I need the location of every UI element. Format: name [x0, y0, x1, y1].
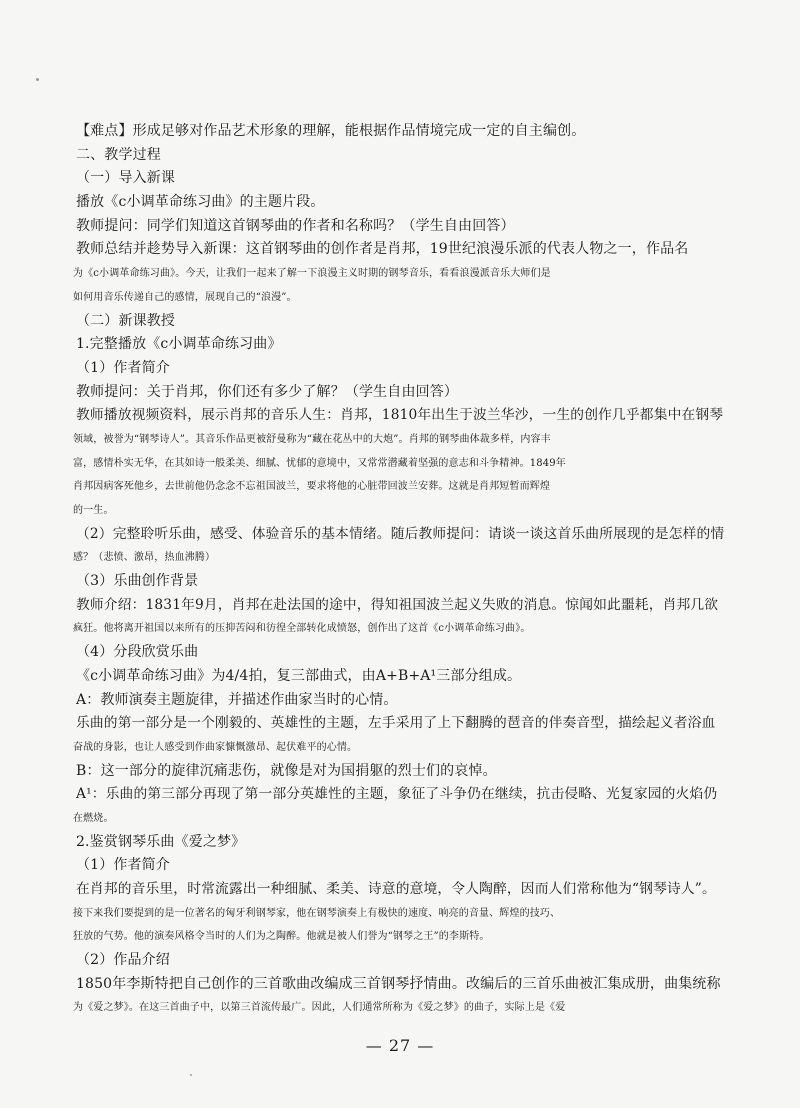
paragraph-line: 教师播放视频资料，展示肖邦的音乐人生：肖邦，1810年出生于波兰华沙，一生的创作几乎都集中在钢琴 [76, 407, 724, 424]
document-body [73, 120, 724, 1020]
difficulty-point: 【难点】形成足够对作品艺术形象的理解，能根据作品情境完成一定的自主编创。 [76, 123, 586, 139]
paragraph-line: 富，感情朴实无华，在其如诗一般柔美、细腻、忧郁的意境中，又常常潜藏着坚强的意志和斗争精神。1849年 [73, 457, 566, 469]
paragraph-line: 奋战的身影，也让人感受到作曲家慷慨激昂、起伏难平的心情。 [73, 741, 358, 753]
page-number: — 27 — [365, 1036, 435, 1055]
paragraph-line: 乐曲的第一部分是一个刚毅的、英雄性的主题，左手采用了上下翻腾的琶音的伴奏音型，描绘起义者浴血 [76, 715, 716, 732]
paragraph-line: 《c小调革命练习曲》为4/4拍，复三部曲式，由A+B+A¹三部分组成。 [76, 667, 522, 684]
scan-speck [36, 78, 39, 81]
paragraph-line: 在肖邦的音乐里，时常流露出一种细腻、柔美、诗意的意境，令人陶醉，因而人们常称他为“钢琴诗人”。 [76, 881, 716, 897]
paragraph-line: 1850年李斯特把自己创作的三首歌曲改编成三首钢琴抒情曲。改编后的三首乐曲被汇集成册，曲集统称 [76, 975, 721, 992]
paragraph-line: 为《爱之梦》。在这三首曲子中，以第三首流传最广。因此，人们通常所称为《爱之梦》的曲子，实际上是《爱 [73, 1002, 566, 1014]
paragraph-line: 接下来我们要提到的是一位著名的匈牙利钢琴家，他在钢琴演奏上有极快的速度、响亮的音量、辉煌的技巧、 [73, 907, 561, 919]
item-heading: （3）乐曲创作背景 [76, 573, 199, 590]
paragraph-line: 感？（悲愤、激昂，热血沸腾） [73, 552, 216, 564]
item-heading: （1）作者简介 [76, 359, 170, 376]
paragraph-line: 领域，被誉为“钢琴诗人”。其音乐作品更被舒曼称为“藏在花丛中的大炮”。肖邦的钢琴曲体裁多样，内容丰 [73, 433, 551, 445]
paragraph-line: 教师总结并趁势导入新课：这首钢琴曲的创作者是肖邦，19世纪浪漫乐派的代表人物之一，作品名 [76, 241, 689, 258]
paragraph-line: 疯狂。他将离开祖国以来所有的压抑苦闷和彷徨全部转化成愤怒，创作出了这首《c小调革命练习曲》。 [73, 623, 531, 635]
paragraph-line: 在燃烧。 [73, 812, 114, 824]
paragraph-line: 狂放的气势。他的演奏风格令当时的人们为之陶醉。他就是被人们誉为“钢琴之王”的李斯特。 [73, 931, 490, 943]
item-heading: 1.完整播放《c小调革命练习曲》 [76, 336, 282, 353]
paragraph-line: A：教师演奏主题旋律，并描述作曲家当时的心情。 [76, 691, 398, 708]
paragraph-line: 教师提问：同学们知道这首钢琴曲的作者和名称吗？（学生自由回答） [76, 217, 515, 234]
paragraph-line: 教师提问：关于肖邦，你们还有多少了解？（学生自由回答） [76, 383, 459, 400]
item-heading: （1）作者简介 [76, 857, 170, 874]
item-heading: （4）分段欣赏乐曲 [76, 644, 199, 661]
item-heading: 2.鉴赏钢琴乐曲《爱之梦》 [76, 833, 246, 850]
paragraph-line: 如何用音乐传递自己的感情，展现自己的“浪漫”。 [73, 291, 297, 303]
item-heading: （2）作品介绍 [76, 952, 170, 969]
subsection-heading-new-lesson: （二）新课教授 [76, 312, 176, 329]
subsection-heading-intro: （一）导入新课 [76, 170, 176, 187]
paragraph-line: B：这一部分的旋律沉痛悲伤，就像是对为国捐躯的烈士们的哀悼。 [76, 762, 497, 779]
paragraph-line: 肖邦因病客死他乡，去世前他仍念念不忘祖国波兰，要求将他的心脏带回波兰安葬。这就是肖邦短暂而辉煌 [73, 481, 551, 493]
paragraph-line: 为《c小调革命练习曲》。今天，让我们一起来了解一下浪漫主义时期的钢琴音乐，看看浪漫派音乐大师们是 [73, 268, 551, 280]
paragraph-line: 播放《c小调革命练习曲》的主题片段。 [76, 194, 325, 211]
scan-speck [190, 1074, 192, 1076]
section-heading-teaching-process: 二、教学过程 [76, 146, 161, 163]
paragraph-line: 的一生。 [73, 505, 114, 516]
paragraph-line: A¹：乐曲的第三部分再现了第一部分英雄性的主题，象征了斗争仍在继续，抗击侵略、光复家园的火焰仍 [76, 786, 718, 803]
paragraph-line: （2）完整聆听乐曲，感受、体验音乐的基本情绪。随后教师提问：请谈一谈这首乐曲所展现的是怎样的情 [76, 525, 724, 542]
paragraph-line: 教师介绍：1831年9月，肖邦在赴法国的途中，得知祖国波兰起义失败的消息。惊闻如此噩耗，肖邦几欲 [76, 596, 719, 613]
